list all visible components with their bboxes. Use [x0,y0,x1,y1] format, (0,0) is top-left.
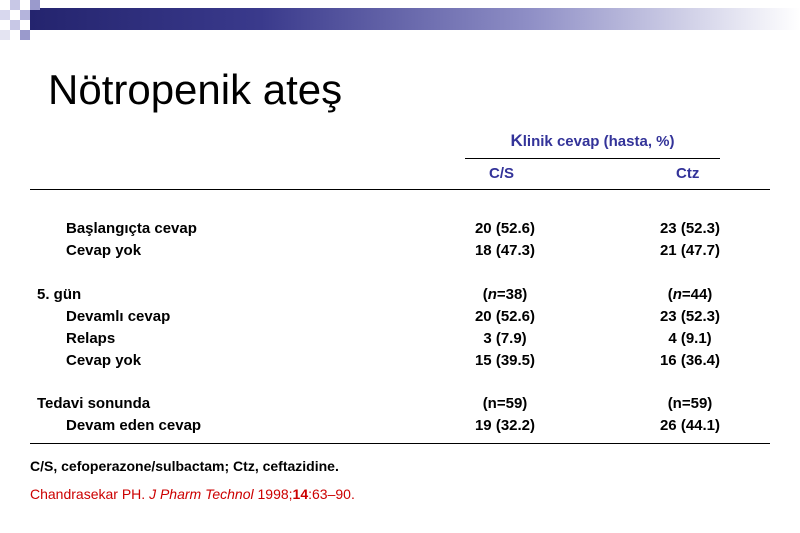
row-label: Relaps [66,330,116,347]
citation [30,486,355,502]
column-header-ctz: Ctz [676,165,700,182]
group-header-rule [465,158,720,159]
table-row [0,330,800,352]
table-group-header [465,131,720,151]
table-row [0,242,800,264]
citation-authors: Chandrasekar PH. [30,486,150,502]
cell-ctz-pre: ( [667,286,673,303]
table-bottom-rule [30,443,770,444]
cell-ctz: 23 (52.3) [659,308,721,325]
cell-cs: 20 (52.6) [474,308,536,325]
column-header-cs: C/S [489,165,515,182]
group-header-initial: K [510,131,523,150]
row-label: Tedavi sonunda [37,395,151,412]
cell-cs: 20 (52.6) [474,220,536,237]
banner-square [10,0,20,10]
table-row [0,352,800,374]
cell-cs: 15 (39.5) [474,352,536,369]
cell-cs: 3 (7.9) [483,330,527,347]
group-header-rest: linik cevap (hasta, %) [522,133,675,150]
cell-ctz-post: =44) [681,286,713,303]
citation-journal: J Pharm Technol [149,486,254,502]
banner-square [20,0,30,10]
table-row [0,286,800,308]
footnote: C/S, cefoperazone/sulbactam; Ctz, ceftazidine. [30,458,339,474]
row-label: 5. gün [37,286,82,303]
cell-ctz [640,286,740,303]
table-row [0,220,800,242]
citation-year: 1998; [253,486,293,502]
banner-square [20,30,30,40]
citation-volume: 14 [292,486,309,502]
table-row [0,308,800,330]
cell-cs [455,286,555,303]
row-label: Cevap yok [66,242,142,259]
citation-pages: :63–90. [308,486,355,502]
cell-ctz: (n=59) [667,395,713,412]
cell-cs: 18 (47.3) [474,242,536,259]
banner-square [0,0,10,10]
cell-ctz: 26 (44.1) [659,417,721,434]
banner-square [0,10,10,20]
cell-cs: 19 (32.2) [474,417,536,434]
table-row [0,417,800,439]
banner-square [20,20,30,30]
banner-square [10,20,20,30]
cell-ctz: 4 (9.1) [668,330,712,347]
row-label: Cevap yok [66,352,142,369]
cell-cs: (n=59) [482,395,528,412]
cell-cs-pre: ( [482,286,488,303]
cell-ctz-n: n [672,286,682,303]
table-top-rule [30,189,770,190]
cell-cs-n: n [487,286,497,303]
cell-ctz: 23 (52.3) [659,220,721,237]
banner-square [10,10,20,20]
banner-square [20,10,30,20]
table-row [0,395,800,417]
banner-square [30,0,40,10]
banner-square [0,30,10,40]
cell-ctz: 16 (36.4) [659,352,721,369]
row-label: Devamlı cevap [66,308,171,325]
decorative-banner [0,0,800,40]
cell-ctz: 21 (47.7) [659,242,721,259]
slide-title: Nötropenik ateş [48,66,343,113]
row-label: Devam eden cevap [66,417,202,434]
row-label: Başlangıçta cevap [66,220,197,237]
banner-gradient-bar [30,8,800,30]
cell-cs-post: =38) [496,286,528,303]
